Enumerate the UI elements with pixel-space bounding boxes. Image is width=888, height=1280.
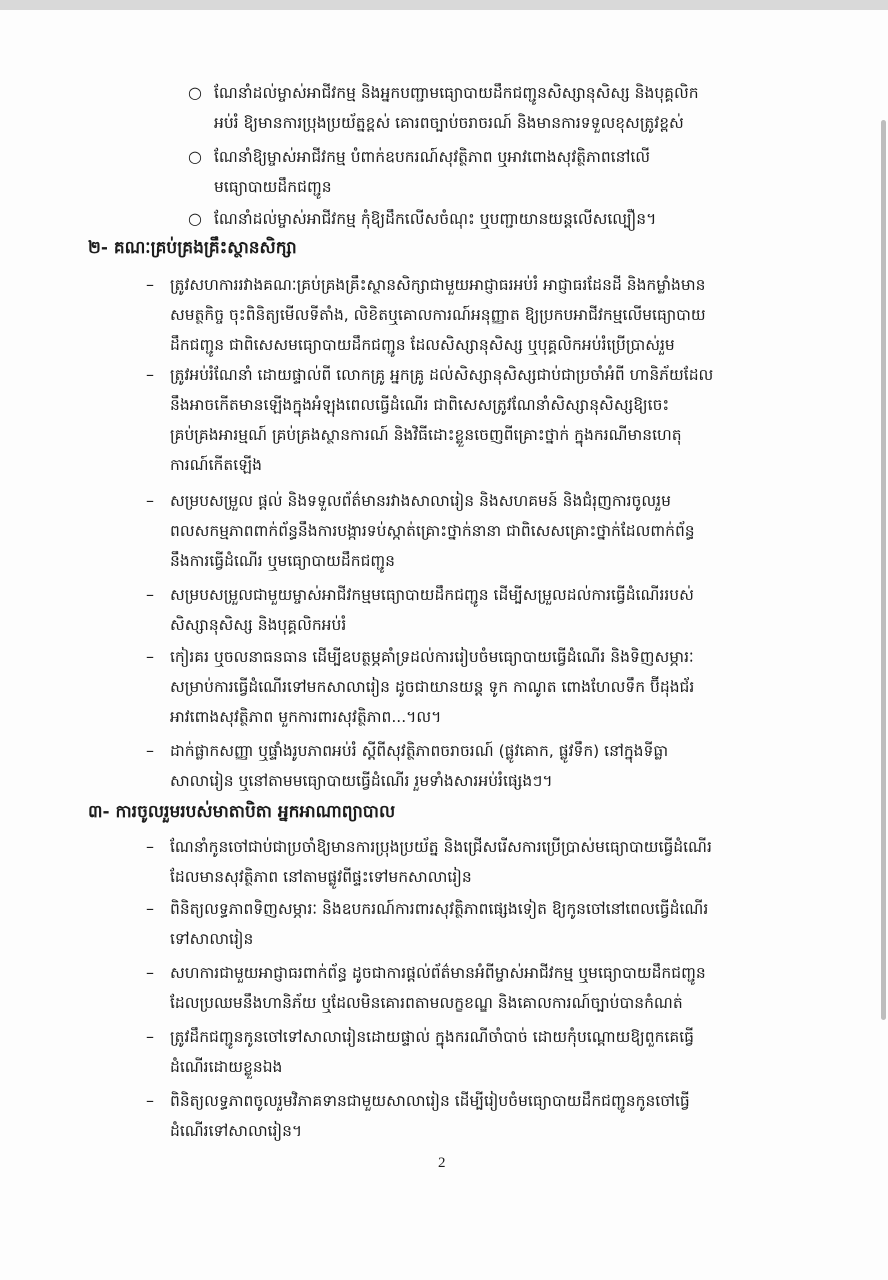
section-3-item-line: ពិនិត្យលទ្ធភាពទិញសម្ភារៈ និងឧបករណ៍ការពារសុវត្ថិភាពផ្សេងទៀត ឱ្យកូនចៅនៅពេលធ្វើដំណើរ: [170, 900, 709, 918]
dash-bullet-icon: –: [146, 585, 154, 604]
section-3-item-line: ដែលប្រឈមនឹងហានិភ័យ ឬដែលមិនគោរពតាមលក្ខខណ្ឌ និងគោលការណ៍ច្បាប់បានកំណត់: [170, 994, 683, 1012]
section-2-heading: ២- គណៈគ្រប់គ្រងគ្រឹះស្ថានសិក្សា: [88, 238, 297, 258]
dash-bullet-icon: –: [146, 365, 154, 384]
circle-bullet-icon: ○: [188, 83, 202, 102]
sub-bullet-line: ណែនាំដល់ម្ចាស់អាជីវកម្ម និងអ្នកបញ្ជាមធ្យោបាយដឹកជញ្ជូនសិស្សានុសិស្ស និងបុគ្គលិក: [214, 84, 699, 102]
section-2-item-line: សាលារៀន ឬនៅតាមមធ្យោបាយធ្វើដំណើរ រួមទាំងសារអប់រំផ្សេងៗ។: [170, 772, 553, 790]
scrollbar[interactable]: [881, 120, 886, 1020]
section-3-item-line: ត្រូវដឹកជញ្ជូនកូនចៅទៅសាលារៀនដោយផ្ទាល់ ក្នុងករណីចាំបាច់ ដោយកុំបណ្តោយឱ្យពួកគេធ្វើ: [170, 1028, 694, 1046]
section-2-item-line: អាវពោងសុវត្ថិភាព មួកការពារសុវត្ថិភាព...។ល។: [170, 708, 442, 726]
section-2-item-line: ដាក់ផ្លាកសញ្ញា ឬផ្ទាំងរូបភាពអប់រំ ស្តីពីសុវត្ថិភាពចរាចរណ៍ (ផ្លូវគោក, ផ្លូវទឹក) នៅក្នុងទីធ្លា: [170, 742, 669, 760]
section-2-item-line: សម្រាប់ការធ្វើដំណើរទៅមកសាលារៀន ដូចជាយានយន្ត ទូក កាណូត ពោងហែលទឹក ប៊ីដុងជ័រ: [170, 678, 695, 696]
dash-bullet-icon: –: [146, 899, 154, 918]
section-2-item-line: នឹងការធ្វើដំណើរ ឬមធ្យោបាយដឹកជញ្ជូន: [170, 552, 396, 570]
section-3-item-line: ពិនិត្យលទ្ធភាពចូលរួមវិភាគទានជាមួយសាលារៀន ដើម្បីរៀបចំមធ្យោបាយដឹកជញ្ជូនកូនចៅធ្វើ: [170, 1092, 690, 1110]
section-2-item-line: សម្របសម្រួលជាមួយម្ចាស់អាជីវកម្មមធ្យោបាយដឹកជញ្ជូន ដើម្បីសម្រួលដល់ការធ្វើដំណើររបស់: [170, 586, 694, 604]
sub-bullet-line: ណែនាំឱ្យម្ចាស់អាជីវកម្ម បំពាក់ឧបករណ៍សុវត្ថិភាព ឬអាវពោងសុវត្ថិភាពនៅលើ: [214, 148, 651, 166]
section-3-heading: ៣- ការចូលរួមរបស់មាតាបិតា អ្នកអាណាព្យាបាល: [88, 802, 396, 822]
sub-bullet-line: អប់រំ ឱ្យមានការប្រុងប្រយ័ត្នខ្ពស់ គោរពច្បាប់ចរាចរណ៍ និងមានការទទួលខុសត្រូវខ្ពស់: [214, 114, 684, 132]
dash-bullet-icon: –: [146, 1091, 154, 1110]
section-2-item-line: ការណ៍កើតឡើង: [170, 456, 262, 474]
dash-bullet-icon: –: [146, 741, 154, 760]
section-2-item-line: គ្រប់គ្រងអារម្មណ៍ គ្រប់គ្រងស្ថានការណ៍ និងវិធីដោះខ្លួនចេញពីគ្រោះថ្នាក់ ក្នុងករណីមានហេតុ: [170, 426, 682, 444]
dash-bullet-icon: –: [146, 275, 154, 294]
section-2-item-line: នឹងអាចកើតមានឡើងក្នុងអំឡុងពេលធ្វើដំណើរ ជាពិសេសត្រូវណែនាំសិស្សានុសិស្សឱ្យចេះ: [170, 396, 670, 414]
section-3-item-line: ណែនាំកូនចៅជាប់ជាប្រចាំឱ្យមានការប្រុងប្រយ័ត្ន និងជ្រើសរើសការប្រើប្រាស់មធ្យោបាយធ្វើដំណើរ: [170, 838, 712, 856]
section-3-item-line: ដំណើរដោយខ្លួនឯង: [170, 1058, 283, 1076]
sub-bullet-line: ណែនាំដល់ម្ចាស់អាជីវកម្ម កុំឱ្យដឹកលើសចំណុះ ឬបញ្ជាយានយន្តលើសល្បឿន។: [214, 210, 657, 228]
circle-bullet-icon: ○: [188, 209, 202, 228]
dash-bullet-icon: –: [146, 963, 154, 982]
circle-bullet-icon: ○: [188, 147, 202, 166]
section-2-item-line: កៀរគរ ឬចលនាធនធាន ដើម្បីឧបត្ថម្ភគាំទ្រដល់ការរៀបចំមធ្យោបាយធ្វើដំណើរ និងទិញសម្ភារៈ: [170, 648, 694, 666]
dash-bullet-icon: –: [146, 647, 154, 666]
top-frame-bar: [0, 0, 888, 10]
dash-bullet-icon: –: [146, 1027, 154, 1046]
section-2-item-line: ដឹកជញ្ជូន ជាពិសេសមធ្យោបាយដឹកជញ្ជូន ដែលសិស្សានុសិស្ស ឬបុគ្គលិកអប់រំប្រើប្រាស់រួម: [170, 336, 675, 354]
section-3-item-line: ដំណើរទៅសាលារៀន។: [170, 1122, 303, 1140]
section-2-item-line: ពលសកម្មភាពពាក់ព័ន្ធនឹងការបង្ការទប់ស្កាត់គ្រោះថ្នាក់នានា ជាពិសេសគ្រោះថ្នាក់ដែលពាក់ព័ន្ធ: [170, 522, 695, 540]
section-2-item-line: ត្រូវអប់រំណែនាំ ដោយផ្ទាល់ពី លោកគ្រូ អ្នកគ្រូ ដល់សិស្សានុសិស្សជាប់ជាប្រចាំអំពី ហានិភ័យដែល: [170, 366, 714, 384]
document-page: [0, 10, 888, 1280]
section-2-item-line: ត្រូវសហការរវាងគណៈគ្រប់គ្រងគ្រឹះស្ថានសិក្សាជាមួយអាជ្ញាធរអប់រំ អាជ្ញាធរដែនដី និងកម្លាំងមាន: [170, 276, 706, 294]
section-2-item-line: សមត្ថកិច្ច ចុះពិនិត្យមើលទីតាំង, លិខិតឬគោលការណ៍អនុញ្ញាត ឱ្យប្រកបអាជីវកម្មលើមធ្យោបាយ: [170, 306, 706, 324]
sub-bullet-line: មធ្យោបាយដឹកជញ្ជូន: [214, 178, 332, 196]
dash-bullet-icon: –: [146, 491, 154, 510]
section-3-item-line: ទៅសាលារៀន: [170, 930, 254, 948]
page-number: 2: [438, 1155, 446, 1171]
section-3-item-line: សហការជាមួយអាជ្ញាធរពាក់ព័ន្ធ ដូចជាការផ្តល់ព័ត៌មានអំពីម្ចាស់អាជីវកម្ម ឬមធ្យោបាយដឹកជញ្ជូន: [170, 964, 706, 982]
dash-bullet-icon: –: [146, 837, 154, 856]
section-2-item-line: សម្របសម្រួល ផ្តល់ និងទទួលព័ត៌មានរវាងសាលារៀន និងសហគមន៍ និងជំរុញការចូលរួម: [170, 492, 671, 510]
section-2-item-line: សិស្សានុសិស្ស និងបុគ្គលិកអប់រំ: [170, 616, 347, 634]
section-3-item-line: ដែលមានសុវត្ថិភាព នៅតាមផ្លូវពីផ្ទះទៅមកសាលារៀន: [170, 868, 472, 886]
